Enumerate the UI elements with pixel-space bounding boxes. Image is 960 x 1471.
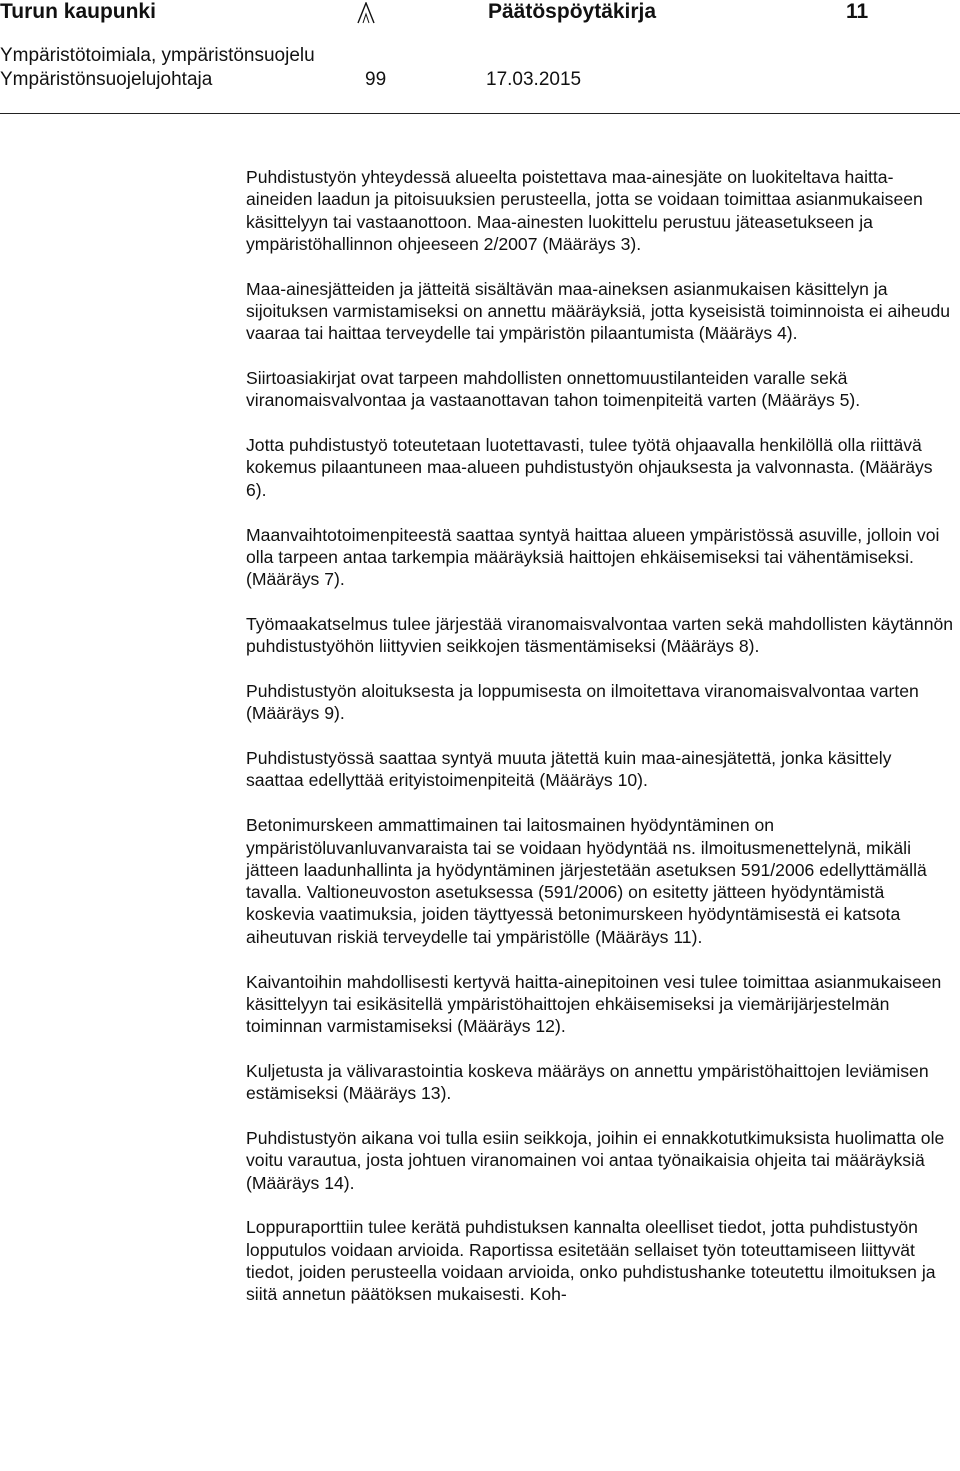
section-number: 99 — [365, 69, 387, 90]
paragraph-13: Loppuraporttiin tulee kerätä puhdistuksen kannalta oleelliset tiedot, jotta puhdistustyön lopputulos voidaan arvioida. Raportissa esitetään sellaiset työn toteuttamiseen liittyvät tiedot, joiden perusteella voidaan arvioida, onko puhdistushanke toteutettu ilmoituksen ja siitä annetun päätöksen mukaisesti. Koh- — [246, 1217, 936, 1305]
paragraph-11: Kuljetusta ja välivarastointia koskeva määräys on annettu ympäristöhaittojen leviämisen estämiseksi (Määräys 13). — [246, 1060, 929, 1104]
department-name: Ympäristötoimiala, ympäristönsuojelu — [0, 45, 315, 66]
paragraph-6: Työmaakatselmus tulee järjestää viranomaisvalvontaa varten sekä mahdollisten käytännön puhdistustyöhön liittyvien seikkojen täsmentämiseksi (Määräys 8). — [246, 613, 954, 657]
paragraph-2: Maa-ainesjätteiden ja jätteitä sisältävän maa-aineksen asianmukaisen käsittelyn ja sijoituksen varmistamiseksi on annettu määräyksiä, jotta kyseisistä toiminnoista ei aiheudu vaaraa tai haittaa terveydelle tai ympäristön pilaantumista (Määräys 4). — [246, 278, 951, 344]
meeting-date: 17.03.2015 — [486, 69, 582, 90]
document-type: Päätöspöytäkirja — [488, 0, 657, 23]
paragraph-9: Betonimurskeen ammattimainen tai laitosmainen hyödyntäminen on ympäristöluvanluvanvaraista tai se voidaan hyödyntää ns. ilmoitusmenettelynä, mikäli jätteen laadunhallinta ja hyödyntäminen järjestetään asetuksen 591/2006 edellyttämällä tavalla. Valtioneuvoston asetuksessa (591/2006) on esitetty jätteen hyödyntämistä koskevia vaatimuksia, joiden täyttyessä betonimurskeen hyödyntämisestä ei katsota aiheutuvan riskiä terveydelle tai ympäristölle (Määräys 11). — [246, 815, 927, 947]
header-divider — [0, 113, 960, 114]
paragraph-12: Puhdistustyön aikana voi tulla esiin seikkoja, joihin ei ennakkotutkimuksista huolimatta ole voitu varautua, josta johtuen viranomainen voi antaa työnaikaisia ohjeita tai määräyksiä (Määräys 14). — [246, 1128, 945, 1193]
paragraph-7: Puhdistustyön aloituksesta ja loppumisesta on ilmoitettava viranomaisvalvontaa varten (Määräys 9). — [246, 681, 919, 724]
organization-name: Turun kaupunki — [0, 0, 156, 23]
paragraph-8: Puhdistustyössä saattaa syntyä muuta jätettä kuin maa-ainesjätettä, jonka käsittely saattaa edellyttää erityistoimenpiteitä (Määräys 10). — [246, 748, 892, 791]
page-number: 11 — [846, 0, 869, 23]
paragraph-1: Puhdistustyön yhteydessä alueelta poistettava maa-ainesjäte on luokiteltava haitta-aineiden laadun ja pitoisuuksien perusteella, jotta se voidaan toimittaa asianmukaiseen käsittelyyn tai vastaanottoon. Maa-ainesten luokittelu perustuu jäteasetukseen ja ympäristöhallinnon ohjeeseen 2/2007 (Määräys 3). — [246, 167, 923, 254]
document-icon — [357, 2, 375, 24]
page-header — [0, 0, 960, 96]
paragraph-4: Jotta puhdistustyö toteutetaan luotettavasti, tulee työtä ohjaavalla henkilöllä olla riittävä kokemus pilaantuneen maa-alueen puhdistustyön ohjauksesta ja valvonnasta. (Määräys 6). — [246, 435, 933, 500]
paragraph-10: Kaivantoihin mahdollisesti kertyvä haitta-ainepitoinen vesi tulee toimittaa asianmukaiseen käsittelyyn tai esikäsitellä ympäristöhaittojen ehkäisemiseksi ja viemärijärjestelmän toiminnan varmistamiseksi (Määräys 12). — [246, 971, 942, 1037]
paragraph-5: Maanvaihtotoimenpiteestä saattaa syntyä haittaa alueen ympäristössä asuville, jolloin voi olla tarpeen antaa tarkempia määräyksiä haittojen ehkäisemiseksi tai vähentämiseksi. (Määräys 7). — [246, 524, 940, 590]
document-body — [246, 166, 954, 1328]
unit-name: Ympäristönsuojelujohtaja — [0, 69, 213, 90]
paragraph-3: Siirtoasiakirjat ovat tarpeen mahdollisten onnettomuustilanteiden varalle sekä viranomaisvalvontaa ja vastaanottavan tahon toimenpiteitä varten (Määräys 5). — [246, 368, 861, 411]
